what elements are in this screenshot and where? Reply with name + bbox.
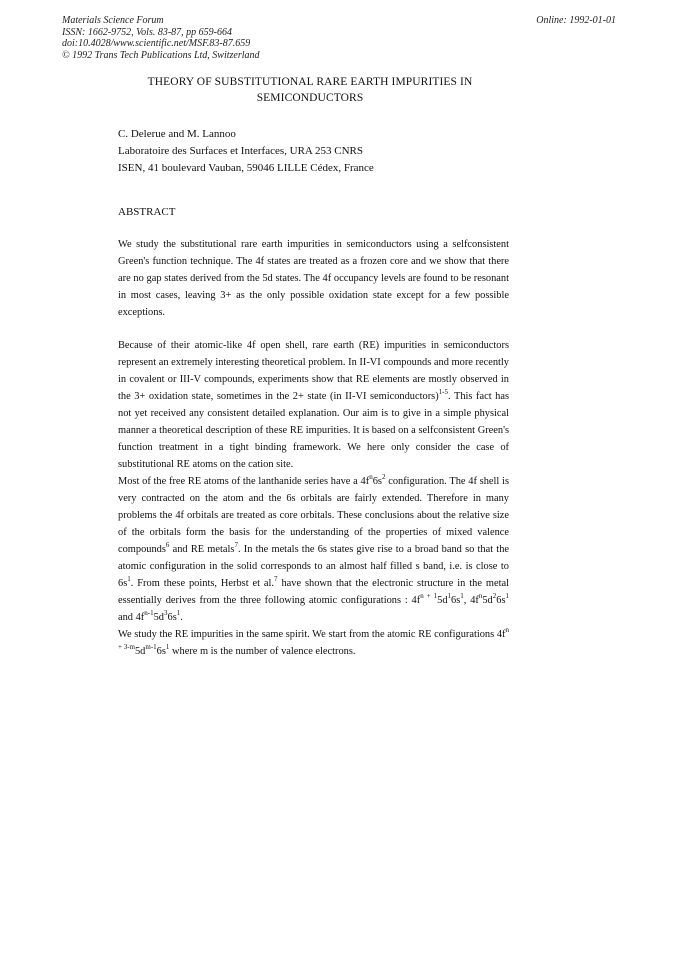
affiliation-1: Laboratoire des Surfaces et Interfaces, URA 253 CNRS (118, 145, 363, 157)
journal-name: Materials Science Forum (62, 15, 164, 26)
title-line-1: THEORY OF SUBSTITUTIONAL RARE EARTH IMPURITIES IN (147, 76, 473, 88)
paragraph-1: Because of their atomic-like 4f open shell, rare earth (RE) impurities in semiconductors represent an extremely interesting theoretical problem. In II-VI compounds and more recently in covalent or III-V compounds, experiments show that RE elements are mostly observed in the 3+ oxidation state, sometimes in the 2+ state (in II-VI semiconductors)$^{1-5}$. This fact has not yet received any consistent detailed explanation. Our aim is to give in a simple physical manner a theoretical description of these RE impurities. It is based on a selfconsistent Green's function treatment in a tight binding framework. We here only consider the case of substitutional RE atoms on the cation site. (118, 340, 509, 470)
paragraph-3: We study the RE impurities in the same spirit. We start from the atomic RE configurations $4f^{n + 3-m}5d^{m-1}6s^1$ where m is the number of valence electrons. (118, 626, 509, 657)
body-text (118, 337, 509, 660)
abstract-text: We study the substitutional rare earth impurities in semiconductors using a selfconsistent Green's function technique. The 4f states are treated as a frozen core and we show that there are no gap states derived from the 5d states. The 4f occupancy levels are found to be resonant in most cases, leaving 3+ as the only possible oxidation state except for a few possible exceptions. (118, 239, 509, 318)
abstract-heading: ABSTRACT (118, 206, 176, 218)
doi-line: doi:10.4028/www.scientific.net/MSF.83-87.659 (62, 38, 251, 49)
online-date: Online: 1992-01-01 (536, 15, 616, 26)
title-line-2: SEMICONDUCTORS (256, 92, 364, 104)
paper-title (100, 74, 520, 106)
journal-header (62, 15, 260, 61)
paragraph-2: Most of the free RE atoms of the lanthanide series have a $4f^n6s^2$ configuration. The 4f shell is very contracted on the atom and the 6s orbitals are fairly extended. Therefore in many problems the 4f orbitals are treated as core orbitals. These conclusions about the relative size of the orbitals form the basis for the understanding of the properties of mixed valence compounds$^6$ and RE metals$^7$. In the metals the 6s states give rise to a broad band so that the atomic configuration in the solid corresponds to an almost half filled s band, i.e. is close to $6s^1$. From these points, Herbst et al.$^7$ have shown that the electronic structure in the metal essentially derives from the three following atomic configurations : $4f^{n + 1}5d^16s^1$, $4f^n5d^26s^1$ and $4f^{n-1}5d^36s^1$. (118, 473, 509, 623)
copyright-line: © 1992 Trans Tech Publications Ltd, Switzerland (62, 49, 260, 61)
author-names: C. Delerue and M. Lannoo (118, 128, 236, 140)
issn-line: ISSN: 1662-9752, Vols. 83-87, pp 659-664 (62, 26, 232, 38)
affiliation-2: ISEN, 41 boulevard Vauban, 59046 LILLE Cédex, France (118, 162, 374, 174)
author-block (118, 126, 374, 177)
